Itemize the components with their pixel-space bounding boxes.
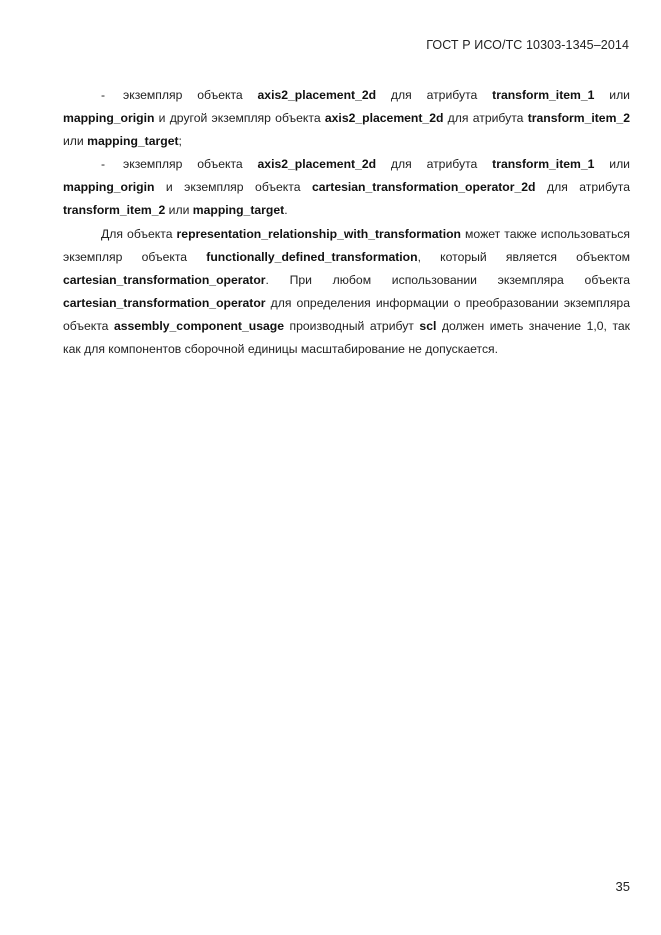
page-number: 35: [615, 879, 630, 894]
list-dash: -: [101, 88, 106, 102]
text-run: для определения информации о преобразовании экземпляра объекта: [63, 295, 630, 333]
attribute-name: transform_item_2: [527, 111, 630, 126]
list-item-1: [63, 84, 630, 153]
attribute-name: transform_item_1: [492, 88, 595, 102]
text-run: и другой экземпляр объекта: [154, 111, 325, 126]
body-paragraph: [63, 223, 630, 362]
document-body: [63, 84, 630, 361]
entity-name: assembly_component_usage: [113, 318, 284, 333]
text-run: для атрибута: [376, 88, 493, 102]
attribute-name: transform_item_2: [63, 203, 166, 218]
text-run: . При любом использовании экземпляра объекта: [265, 272, 630, 287]
attribute-name: mapping_origin: [63, 180, 155, 195]
list-item-2: [63, 153, 630, 222]
text-run: или: [165, 203, 193, 218]
attribute-name: mapping_origin: [63, 111, 155, 126]
text-run: или: [63, 134, 88, 149]
attribute-name: mapping_target: [192, 203, 285, 218]
entity-name: cartesian_transformation_operator: [63, 295, 266, 310]
standard-header: ГОСТ Р ИСО/ТС 10303-1345–2014: [426, 38, 629, 52]
text-run: производный атрибут: [283, 318, 420, 333]
entity-name: cartesian_transformation_operator_2d: [311, 180, 536, 195]
text-run: ;: [178, 134, 182, 149]
attribute-name: scl: [419, 318, 437, 333]
text-run: для атрибута: [376, 157, 493, 172]
entity-name: cartesian_transformation_operator: [63, 272, 266, 287]
text-run: экземпляр объекта: [123, 88, 258, 102]
text-run: может также использоваться экземпляр объекта: [63, 226, 630, 264]
entity-name: functionally_defined_transformation: [206, 249, 418, 264]
text-run: и экземпляр объекта: [154, 180, 312, 195]
entity-name: axis2_placement_2d: [257, 88, 377, 102]
entity-name: representation_relationship_with_transformation: [176, 226, 461, 241]
text-run: Для объекта: [101, 226, 177, 241]
attribute-name: transform_item_1: [492, 157, 595, 172]
text-run: для атрибута: [443, 111, 528, 126]
text-run: , который является объектом: [417, 249, 630, 264]
text-run: или: [594, 88, 630, 102]
text-run: или: [594, 157, 630, 172]
text-run: экземпляр объекта: [123, 157, 258, 172]
list-dash: -: [101, 157, 106, 172]
text-run: .: [284, 203, 288, 218]
entity-name: axis2_placement_2d: [324, 111, 444, 126]
attribute-name: mapping_target: [87, 134, 179, 149]
text-run: должен иметь значение 1,0, так как для компонентов сборочной единицы масштабирование не допускается.: [63, 318, 630, 357]
entity-name: axis2_placement_2d: [257, 157, 377, 172]
text-run: для атрибута: [535, 180, 630, 195]
